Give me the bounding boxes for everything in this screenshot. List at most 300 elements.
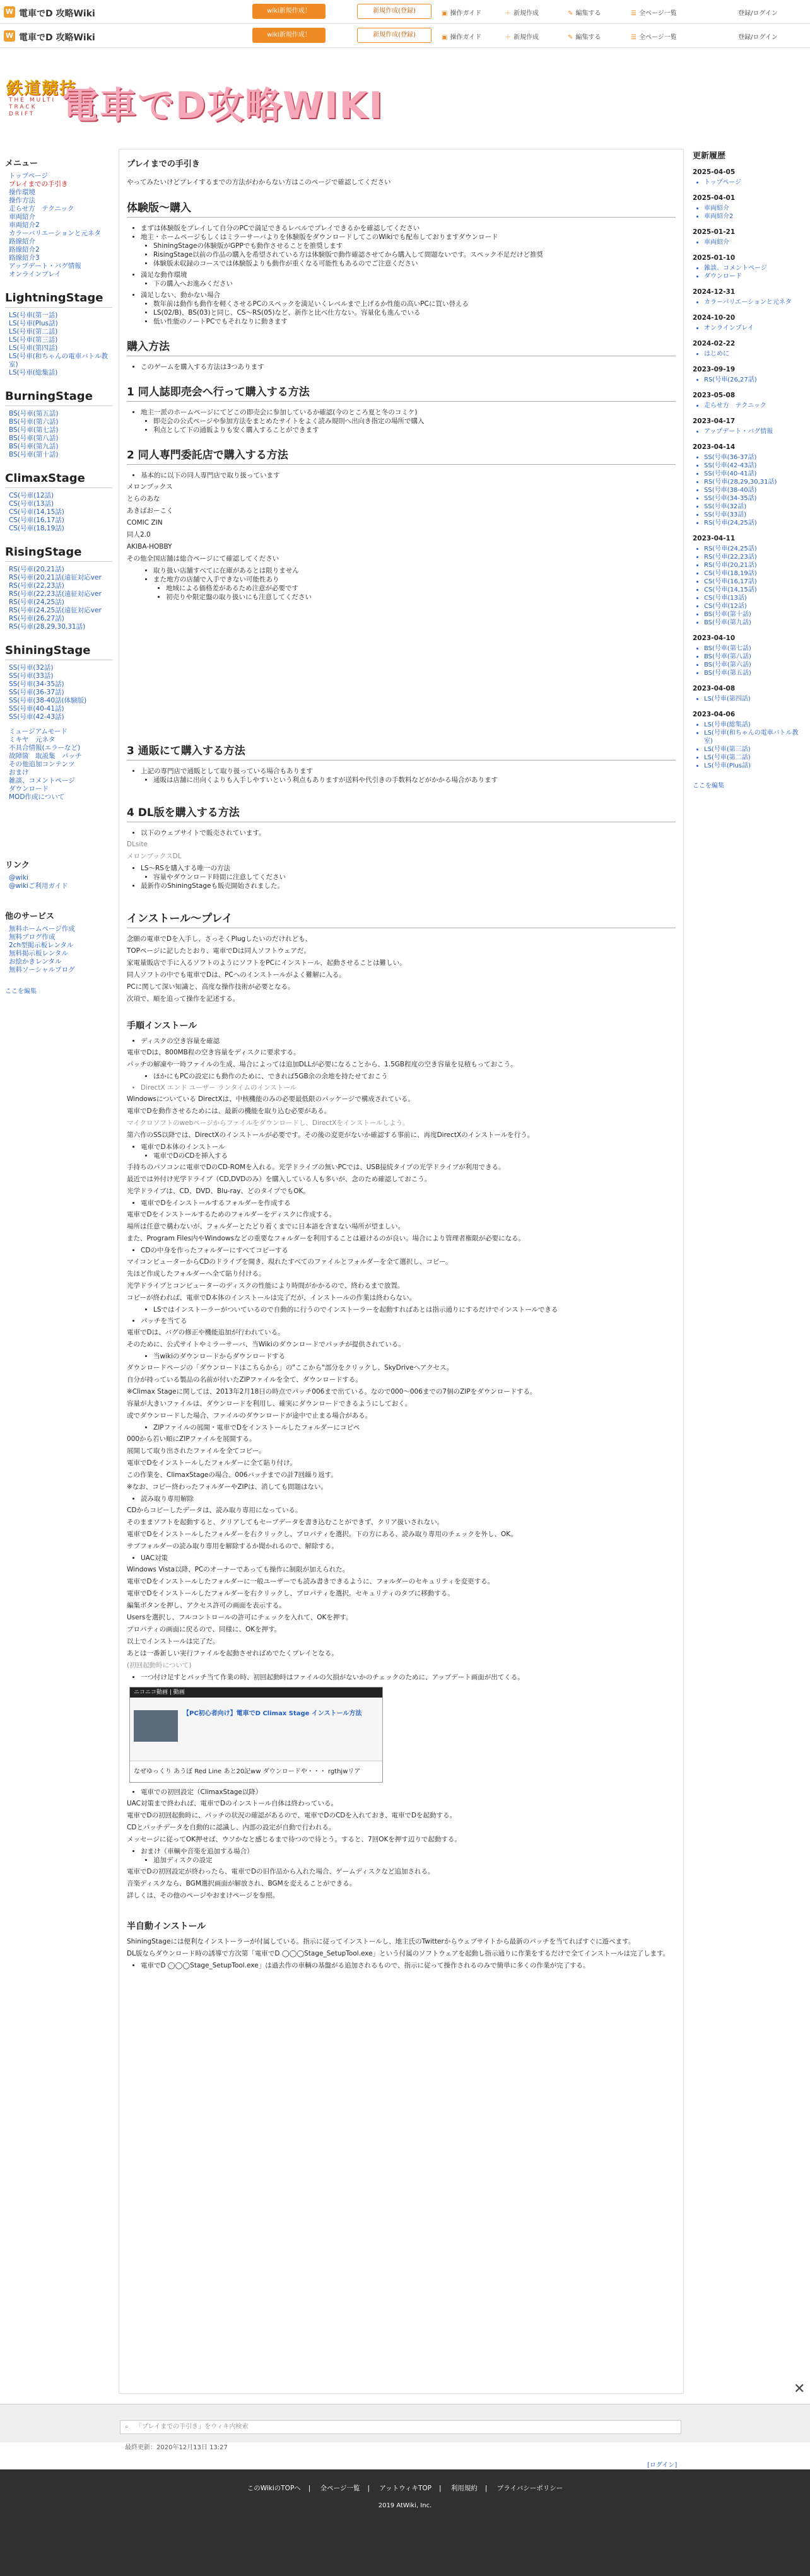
menu-item[interactable]: 路線紹介2	[9, 246, 40, 254]
paragraph: あとは一番新しい実行ファイルを起動させればめでたくプレイとなる。	[127, 1650, 338, 1657]
menu-title: メニュー	[5, 159, 38, 168]
paragraph: DL版ならダウンロード時の誘導で方次第「電車でD ◯◯◯Stage_SetupTool.exe」という付属のソフトウェアを起動し指示通りに作業をするだけで全てインストールは完了します。	[127, 1950, 670, 1957]
section-item[interactable]: RS(号車(22,23話)	[9, 582, 64, 590]
create-wiki-button[interactable]: wiki新規作成！	[252, 28, 326, 43]
paragraph: 電車でDは、バグの修正や機能追加が行われている。	[127, 1329, 285, 1336]
guide-icon: ▣	[442, 34, 448, 41]
section-item[interactable]: BS(号車(第八話)	[9, 434, 59, 442]
section-item[interactable]: CS(号車(18,19話)	[9, 525, 64, 532]
section-item[interactable]: SS(号車(34-35話)	[9, 680, 64, 688]
main-content	[119, 149, 684, 2394]
update-link[interactable]: • CS(号車(14,15話)	[704, 586, 805, 594]
paragraph: メッセージに従ってOK押せば、ウソかなと感じるまで待つので待とう。すると、7回OKを押す辺りで起動する。	[127, 1836, 461, 1843]
shop-more: その他全国店舗は総合ページにて確認してください	[127, 555, 279, 562]
list-item: • 基本的に以下の同人専門店で取り扱っています	[141, 471, 676, 480]
topbar-edit[interactable]: ✎ 編集する	[568, 10, 601, 17]
update-link[interactable]: • RS(号車(24,25話)	[704, 519, 805, 527]
paragraph: 電車でDをインストールしたフォルダーに一般ユーザーでも読み書きできるように、フォルダーのセキュリティを変更する。	[127, 1578, 495, 1585]
section-title: ClimaxStage	[5, 472, 112, 488]
update-group	[693, 535, 805, 627]
misc-item[interactable]: ミュージアムモード	[9, 728, 68, 735]
heading: 体験版～購入	[127, 199, 676, 218]
list-item: • ディスクの空き容量を確認	[141, 1037, 676, 1046]
list-item: • おまけ（車輌や音楽を追加する場合）	[141, 1847, 676, 1856]
menu-item[interactable]: 走らせ方 テクニック	[9, 205, 74, 213]
update-link[interactable]: • LS(号車(和ちゃんの電車バトル教室)	[704, 729, 805, 745]
update-link[interactable]: • オンラインプレイ	[704, 324, 805, 332]
paragraph: パッチの解凍や一時ファイルの生成、場合によっては追加DLLが必要になることから、1.5GB程度の空き容量を見積もっておこう。	[127, 1061, 517, 1068]
list-item: • このゲームを購入する方法は3つあります	[141, 363, 676, 371]
update-link[interactable]: • BS(号車(第五話)	[704, 669, 805, 677]
paragraph: 光学ドライブは、CD、DVD、Blu-ray、どのタイプでもOK。	[127, 1187, 310, 1195]
heading: 3 通販にて購入する方法	[127, 742, 676, 761]
topbar-guide[interactable]: ▣ 操作ガイド	[442, 10, 482, 17]
update-date: 2023-04-17	[693, 417, 736, 425]
list-item: • 地主一派のホームページにてどこの即売会に参加しているか確認(今のところ夏と冬のコミケ)	[141, 408, 676, 417]
update-date: 2024-10-20	[693, 314, 736, 322]
update-group	[693, 254, 805, 281]
update-group	[693, 168, 805, 187]
section-item[interactable]: SS(号車(33話)	[9, 672, 54, 680]
topbar-login[interactable]: 登録/ログイン	[738, 10, 778, 17]
update-date: 2025-04-05	[693, 168, 736, 176]
update-link[interactable]: • SS(号車(36-37話)	[704, 453, 805, 462]
list-item: • 容量やダウンロード時間に注意してください	[153, 873, 676, 882]
section-item[interactable]: LS(号車(総集話)	[9, 369, 58, 376]
heading: インストール～プレイ	[127, 909, 676, 928]
list-item: • 満足な動作環境	[141, 271, 676, 279]
services-list	[5, 925, 112, 974]
update-date: 2023-09-19	[693, 366, 736, 373]
list-item: • LS～RSを購入する唯一の方法	[141, 864, 676, 873]
update-date: 2023-05-08	[693, 392, 736, 399]
update-link[interactable]: • LS(号車(第二話)	[704, 754, 805, 762]
video-comment-bar: なぜゆっくり あうぼ Red Line あと20記ww ダウンロードや・・・ rgthjwリア	[130, 1761, 382, 1782]
section-title: BurningStage	[5, 390, 112, 406]
list-item: • パッチを当てる	[141, 1317, 676, 1326]
list-item: • ShiningStageの体験版がGPPでも動作させることを推奨します	[153, 242, 676, 250]
update-date: 2024-02-22	[693, 340, 736, 347]
section-item[interactable]: RS(号車(24,25話)	[9, 598, 64, 606]
update-group	[693, 228, 805, 247]
section-list	[5, 492, 112, 533]
update-date: 2023-04-10	[693, 634, 736, 642]
update-link[interactable]: • BS(号車(第七話)	[704, 644, 805, 653]
page-title: プレイまでの手引き	[127, 160, 200, 169]
section-list	[5, 664, 112, 721]
update-group	[693, 366, 805, 384]
update-link[interactable]: • トップページ	[704, 178, 805, 187]
update-date: 2023-04-06	[693, 711, 736, 718]
menu-item[interactable]: 路線紹介3	[9, 254, 40, 262]
paragraph: マイクロソフトのwebページからファイルをダウンロードし、DirectXをインストールしよう。	[127, 1119, 409, 1127]
topbar-edit[interactable]: ✎ 編集する	[568, 34, 601, 41]
external-link[interactable]: @wikiご利用ガイド	[9, 882, 68, 890]
footer-link[interactable]: 全ページ一覧	[320, 2485, 360, 2492]
list-item: • 以下のウェブサイトで販売されています。	[141, 829, 676, 837]
section-item[interactable]: SS(号車(40-41話)	[9, 705, 64, 713]
dl-site-link[interactable]: メロンブックスDL	[127, 853, 182, 860]
section-item[interactable]: RS(号車(24,25話(遠征対応ver	[9, 607, 102, 614]
update-link[interactable]: • SS(号車(34-35話)	[704, 494, 805, 503]
section-item[interactable]: RS(号車(28,29,30,31話)	[9, 623, 86, 631]
register-button[interactable]: 新規作成(登録)	[357, 28, 431, 43]
heading: 購入方法	[127, 337, 676, 356]
update-date: 2023-04-14	[693, 443, 736, 451]
section-item[interactable]: CS(号車(13話)	[9, 500, 54, 508]
paragraph: 場所は任意で構わないが、フォルダーとたどり着くまでに日本語を含まない場所が望ましい。	[127, 1223, 405, 1230]
section-item[interactable]: LS(号車(第二話)	[9, 328, 58, 335]
paragraph: Windowsについている DirectXは、中核機能のみの必要最低限のパッケージで構成されている。	[127, 1095, 414, 1103]
update-link[interactable]: • RS(号車(28,29,30,31話)	[704, 478, 805, 486]
register-button[interactable]: 新規作成(登録)	[357, 4, 431, 19]
list-item: • 下の購入へお進みください	[153, 279, 676, 288]
service-link[interactable]: 無料掲示板レンタル	[9, 950, 68, 957]
paragraph: プロパティの画面に戻るので、同様に、OKを押す。	[127, 1626, 281, 1633]
links-list	[5, 874, 112, 890]
paragraph: 電車でDをインストールするためのフォルダーをディスクに作成する。	[127, 1211, 336, 1218]
video-thumbnail[interactable]	[134, 1710, 178, 1742]
site-logo[interactable]: W	[4, 30, 15, 42]
misc-item[interactable]: ダウンロード	[9, 785, 49, 793]
site-title[interactable]: 電車でD 攻略Wiki	[19, 9, 95, 19]
menu-item[interactable]: トップページ	[9, 172, 49, 180]
video-title[interactable]: 【PC初心者向け】電車でD Climax Stage インストール方法	[183, 1710, 362, 1717]
paragraph: 編集ボタンを押し、アクセス許可の画面を表示する。	[127, 1602, 286, 1609]
site-logo[interactable]: W	[4, 6, 15, 18]
menu-item[interactable]: 操作方法	[9, 197, 35, 204]
section-item[interactable]: BS(号車(第十話)	[9, 451, 59, 458]
misc-item[interactable]: 雑談、コメントページ	[9, 777, 75, 784]
paragraph: 或でダウンロードした場合、ファイルのダウンロードが途中で止まる場合がある。	[127, 1412, 372, 1419]
video-caption: (初回起動時について)	[127, 1662, 192, 1669]
topbar-login[interactable]: 登録/ログイン	[738, 34, 778, 41]
close-icon[interactable]: ✕	[794, 2381, 806, 2397]
update-group	[693, 417, 805, 436]
subheading: 半自動インストール	[127, 1921, 206, 1932]
update-link[interactable]: • LS(号車(総集話)	[704, 721, 805, 729]
update-link[interactable]: • LS(号車(Plus話)	[704, 762, 805, 770]
update-link[interactable]: • 車両紹介	[704, 238, 805, 247]
right-sidebar	[693, 149, 805, 790]
section-item[interactable]: RS(号車(20,21話)	[9, 566, 64, 573]
create-wiki-button[interactable]: wiki新規作成！	[252, 4, 326, 19]
topbar-new[interactable]: ＋ 新規作成	[505, 10, 539, 17]
menu-item-current[interactable]: プレイまでの手引き	[9, 180, 68, 188]
section-item[interactable]: RS(号車(20,21話(遠征対応ver	[9, 574, 102, 581]
heading: 1 同人誌即売会へ行って購入する方法	[127, 383, 676, 402]
paragraph: 同人ソフトの中でも電車でDは、PCへのインストールがよく難解に入る。	[127, 971, 346, 979]
paragraph: コピーが終われば、電車でD本体のインストールは完了だが、インストールの作業は終わらない。	[127, 1294, 416, 1302]
paragraph: PCに関して深い知識と、高度な操作技術が必要となる。	[127, 983, 295, 991]
section-list	[5, 312, 112, 377]
edit-link[interactable]: ここを編集	[5, 988, 37, 995]
service-link[interactable]: 無料ソーシャルプログ	[9, 966, 75, 974]
paragraph: TOPページに記したとおり、電車でDは同人ソフトウェアだ。	[127, 947, 310, 955]
paragraph: 家電量販店で手に入るソフトのようにソフトをPCにインストール、起動させることは難しい。	[127, 959, 406, 967]
pencil-icon: ✎	[568, 34, 573, 41]
update-date: 2023-04-11	[693, 535, 736, 542]
section-item[interactable]: BS(号車(第七話)	[9, 426, 59, 434]
section-item[interactable]: SS(号車(42-43話)	[9, 713, 64, 721]
paragraph: ※なお、コピー終わったフォルダーやZIPは、消しても問題はない。	[127, 1483, 327, 1491]
paragraph: ダウンロードページの「ダウンロードはこちらから」の"ここから"部分をクリックし、SkyDriveへアクセス。	[127, 1364, 454, 1372]
left-sidebar	[5, 149, 112, 995]
list-item: • ZIPファイルの展開・電車でDをインストールしたフォルダーにコピペ	[153, 1423, 676, 1432]
paragraph: 以上でインストールは完了だ。	[127, 1638, 220, 1645]
section-item[interactable]: CS(号車(12話)	[9, 492, 54, 499]
update-link[interactable]: • アップデート・バグ情報	[704, 428, 805, 436]
update-link[interactable]: • SS(号車(33話)	[704, 511, 805, 519]
update-link[interactable]: • RS(号車(22,23話)	[704, 553, 805, 561]
section-item[interactable]: CS(号車(16,17話)	[9, 516, 64, 524]
update-link[interactable]: • CS(号車(18,19話)	[704, 569, 805, 578]
update-group	[693, 392, 805, 410]
login-link[interactable]: [ログイン]	[647, 2462, 678, 2469]
paragraph: また、Program Files内やWindowsなどの重要なフォルダーを利用することは避けるのが良い。場合により管理者権限が必要になる。	[127, 1235, 525, 1242]
topbar-guide[interactable]: ▣ 操作ガイド	[442, 34, 482, 41]
paragraph: 最近では外付け光学ドライブ（CD,DVDのみ）を購入している人も多いが、念のため確認しておこう。	[127, 1175, 431, 1183]
update-group	[693, 443, 805, 527]
list-item: • DirectX エンド ユーザー ランタイムのインストール	[141, 1083, 676, 1092]
paragraph: 電車でDの初回起動時に、パッチの状況の確認があるので、電車でDのCDを入れておき、電車でDを起動する。	[127, 1812, 457, 1819]
update-group	[693, 711, 805, 770]
shop-name[interactable]: AKIBA-HOBBY	[127, 543, 172, 551]
list-item: • 初売りや限定盤の取り扱いにも注意してください	[166, 593, 676, 602]
list-item: • 読み取り専用解除	[141, 1495, 676, 1503]
heading: 4 DL版を購入する方法	[127, 803, 676, 822]
update-link[interactable]: • BS(号車(第九話)	[704, 619, 805, 627]
plus-icon: ＋	[505, 34, 511, 41]
site-banner[interactable]	[0, 49, 810, 144]
heading: 2 同人専門委託店で購入する方法	[127, 446, 676, 465]
list-item: • 体験版未収録のコースでは体験版よりも動作が重くなる可能性もあるのでご注意ください	[153, 259, 676, 268]
update-link[interactable]: • SS(号車(32話)	[704, 503, 805, 511]
section-item[interactable]: BS(号車(第六話)	[9, 418, 59, 426]
update-link[interactable]: • ダウンロード	[704, 272, 805, 281]
section-item[interactable]: BS(号車(第五話)	[9, 410, 59, 417]
shop-name[interactable]: あきばおーこく	[127, 507, 173, 515]
misc-item[interactable]: 不具合情報(エラーなど)	[9, 744, 81, 752]
footer	[0, 2469, 810, 2576]
list-item: • 一つ付け足すとパッチ当て作業の時、初回起動時はファイルの欠損がないかのチェックのために、アップデート画面が出てくる。	[141, 1673, 676, 1682]
menu-item[interactable]: 路線紹介	[9, 238, 35, 245]
topbar-allpages[interactable]: ☰ 全ページ一覧	[631, 34, 677, 41]
paragraph: 第六作のSS以降では、DirectXのインストールが必要です。その後の変更がないか確認する事前に、再度DirectXのインストールを行う。	[127, 1131, 534, 1139]
menu-item[interactable]: 車両紹介	[9, 213, 35, 221]
update-link[interactable]: • CS(号車(12話)	[704, 602, 805, 610]
topbar-new[interactable]: ＋ 新規作成	[505, 34, 539, 41]
update-group	[693, 634, 805, 677]
paragraph: 電車でDは、800MB程の空き容量をディスクに要求する。	[127, 1049, 300, 1056]
intro-text: やってみたいけどプレイするまでの方法がわからない方はこのページで確認してください	[127, 178, 391, 186]
list-item: • 電車でD ◯◯◯Stage_SetupTool.exe」は過去作の車輌の基盤がる追加されるもので、指示に従って操作されるのみで簡単に多くの作業が完了する。	[141, 1961, 676, 1970]
paragraph: 音楽ディスクなら、BGM選択画面が解放され、BGMを変えることができる。	[127, 1880, 356, 1887]
update-link[interactable]: • RS(号車(20,21話)	[704, 561, 805, 569]
global-topbar	[0, 0, 810, 24]
paragraph: UAC対策まで終われば、電車でDのインストール自体は終わっている。	[127, 1800, 338, 1807]
update-group	[693, 194, 805, 221]
list-item: • 地域による価格差があるため注意が必要です	[166, 584, 676, 593]
paragraph: 先ほど作成したフォルダーへ全て貼り付ける。	[127, 1270, 266, 1278]
list-item: • 満足しない、動かない場合	[141, 291, 676, 300]
paragraph: サブフォルダーの読み取り専用を解除するか聞かれるので、解除する。	[127, 1542, 338, 1550]
shop-name[interactable]: メロンブックス	[127, 483, 173, 491]
section-item[interactable]: BS(号車(第九話)	[9, 443, 59, 450]
recent-updates-title: 更新履歴	[693, 151, 726, 161]
paragraph: 電車でDをインストールしたフォルダーを右クリックし、プロパティを選択。下の方にある、読み取り専用のチェックを外し、OK。	[127, 1530, 517, 1538]
shop-name[interactable]: とらのあな	[127, 495, 160, 503]
paragraph: 詳しくは、その他のページやおまけページを参照。	[127, 1892, 279, 1899]
update-link[interactable]: • BS(号車(第八話)	[704, 653, 805, 661]
paragraph: 000から若い順にZIPファイルを展開する。	[127, 1435, 256, 1443]
embedded-video[interactable]	[129, 1687, 383, 1783]
shop-name[interactable]: 同人2.0	[127, 531, 151, 539]
update-link[interactable]: • カラーバリエーションと元ネタ	[704, 298, 805, 306]
services-title: 他のサービス	[5, 912, 55, 921]
section-item[interactable]: LS(号車(Plus話)	[9, 320, 58, 327]
search-icon: ⌕	[125, 2423, 129, 2430]
misc-item[interactable]: ミキヤ 元ネタ	[9, 736, 56, 743]
list-item: • 利点として下の通販よりも安く購入することができます	[153, 426, 676, 434]
topbar-allpages[interactable]: ☰ 全ページ一覧	[631, 10, 677, 17]
update-group	[693, 314, 805, 332]
update-link[interactable]: • 走らせ方 テクニック	[704, 402, 805, 410]
list-item: • 当wikiのダウンロードからダウンロードする	[153, 1352, 676, 1361]
update-link[interactable]: • LS(号車(第四話)	[704, 695, 805, 703]
paragraph: そのままソフトを起動すると、クリアしてもセーブデータを書き込むことができず、クリア扱いされない。	[127, 1518, 444, 1526]
paragraph: 手持ちのパソコンに電車でDのCD-ROMを入れる。光学ドライブの無いPCでは、USB接続タイプの光学ドライブが利用できる。	[127, 1163, 505, 1171]
footer-link[interactable]: このWikiのTOPへ	[247, 2485, 301, 2492]
external-link[interactable]: @wiki	[9, 874, 29, 882]
update-link[interactable]: • CS(号車(13話)	[704, 594, 805, 602]
list-item: • 追加ディスクの設定	[153, 1856, 676, 1865]
site-title[interactable]: 電車でD 攻略Wiki	[19, 33, 95, 43]
list-item: • 電車でDをインストールするフォルダーを作成する	[141, 1199, 676, 1208]
list-item: • 低い性能のノートPCでもそれなりに動きます	[153, 317, 676, 326]
update-date: 2025-01-21	[693, 228, 736, 236]
update-group	[693, 288, 805, 306]
paragraph: Windows Vista以降、PCのオーナーであっても操作に制限が加えられた。	[127, 1566, 349, 1573]
update-date: 2024-12-31	[693, 288, 736, 296]
update-link[interactable]: • 車両紹介	[704, 204, 805, 213]
menu-item[interactable]: オンラインプレイ	[9, 271, 61, 278]
paragraph: 展開して取り出されたファイルを全てコピー。	[127, 1447, 266, 1455]
edit-link[interactable]: ここを編集	[693, 783, 724, 790]
paragraph: ShiningStageには便利なインストーラーが付属している。指示に従ってインストールし、地主氏のTwitterからウェブサイトから最新のパッチを当てればすぐに遊べます。	[127, 1938, 635, 1945]
dl-site-link[interactable]: DLsite	[127, 841, 148, 848]
update-link[interactable]: • 雑談、コメントページ	[704, 264, 805, 272]
list-item: • 取り扱い店舗すべてに在庫があるとは限りません	[153, 566, 676, 575]
section-item[interactable]: CS(号車(14,15話)	[9, 508, 64, 516]
update-group	[693, 340, 805, 358]
list-item: • 通販は店舗に出向くよりも入手しやすいという利点もありますが送料や代引きの手数料などがかかる場合があります	[153, 776, 676, 784]
footer-link[interactable]: アットウィキTOP	[379, 2485, 432, 2492]
update-link[interactable]: • はじめに	[704, 350, 805, 358]
update-link[interactable]: • RS(号車(24,25話)	[704, 545, 805, 553]
section-item[interactable]: RS(号車(26,27話)	[9, 615, 64, 622]
section-item[interactable]: RS(号車(22,23話(遠征対応ver	[9, 590, 102, 598]
update-link[interactable]: • SS(号車(42-43話)	[704, 462, 805, 470]
section-item[interactable]: LS(号車(第四話)	[9, 344, 58, 352]
section-title: LightningStage	[5, 291, 112, 308]
banner-subtitle: THE MULTI TRACK DRIFT	[9, 97, 56, 117]
menu-item[interactable]: アップデート・バグ情報	[9, 262, 81, 270]
update-group	[693, 685, 805, 703]
list-item: • 即売会の公式ページや参加方法をまとめたサイトをよく読み規則へ出向き指定の場所で購入	[153, 417, 676, 426]
service-link[interactable]: 2ch型掲示板レンタル	[9, 941, 74, 949]
service-link[interactable]: 無料ブログ作成	[9, 933, 56, 941]
section-item[interactable]: LS(号車(第三話)	[9, 336, 58, 344]
section-item[interactable]: SS(号車(32話)	[9, 664, 54, 672]
update-date: 2023-04-08	[693, 685, 736, 692]
paragraph: 念願の電車でDを入手し、さっそくPlugしたいのだけれども、	[127, 935, 312, 943]
paragraph: 光学ドライブとコンピューターのディスクの性能により時間がかかるので、終わるまで放置。	[127, 1282, 404, 1290]
list-item: • また地方の店舗で入手できない可能性あり	[153, 575, 676, 584]
update-link[interactable]: • BS(号車(第六話)	[704, 661, 805, 669]
menu-item[interactable]: 車両紹介2	[9, 221, 40, 229]
list-item: • 上記の専門店で通販として取り扱っている場合もあります	[141, 767, 676, 776]
plus-icon: ＋	[505, 10, 511, 17]
section-item[interactable]: SS(号車(38-40話(体験版)	[9, 697, 87, 704]
misc-item[interactable]: おまけ	[9, 769, 29, 776]
list-icon: ☰	[631, 34, 637, 41]
sticky-topbar	[0, 24, 810, 48]
footer-links: このWikiのTOPへ | 全ページ一覧 | アットウィキTOP | 利用規約 | プライバシーポリシー	[247, 2485, 563, 2492]
paragraph: 電車でDをインストールしたフォルダーに全て貼り付け。	[127, 1459, 296, 1467]
update-link[interactable]: • BS(号車(第十話)	[704, 610, 805, 619]
update-link[interactable]: • 車両紹介2	[704, 213, 805, 221]
paragraph: 電車でDの初回設定が終わったら、電車でDの旧作品から入れた場合、ゲームディスクなど追加される。	[127, 1868, 435, 1875]
menu-item[interactable]: 操作環境	[9, 189, 35, 196]
list-item: • LS(02/B)、BS(03)と同じ、CS～RS(05)など、新作と比べ仕方ない。容量化も進んでいる	[153, 308, 676, 317]
paragraph: CDとパッチデータを自動的に認識し、内部の設定が自動で行われる。	[127, 1824, 336, 1831]
paragraph: この作業を、ClimaxStageの場合、006バッチまでの計7回繰り返す。	[127, 1471, 338, 1479]
links-title: リンク	[5, 861, 30, 870]
update-link[interactable]: • SS(号車(38-40話)	[704, 486, 805, 494]
update-link[interactable]: • LS(号車(第三話)	[704, 745, 805, 754]
paragraph: 容量が大きいファイルは、ダウンロードを利用し、確実にダウンロードできるようにしておく。	[127, 1400, 412, 1407]
service-link[interactable]: お絵かきレンタル	[9, 958, 62, 965]
paragraph: マイコンピューターからCDのドライブを開き、現れたすべてのファイルとフォルダーを全て選択し、コピー。	[127, 1258, 452, 1266]
update-link[interactable]: • CS(号車(16,17話)	[704, 578, 805, 586]
section-list	[5, 566, 112, 631]
footer-link[interactable]: プライバシーポリシー	[496, 2485, 563, 2492]
banner-kicker: 鉄道競技	[6, 79, 78, 98]
menu-item[interactable]: カラーバリエーションと元ネタ	[9, 230, 101, 237]
update-link[interactable]: • RS(号車(26,27話)	[704, 376, 805, 384]
banner-title: 電車でD攻略WIKI	[62, 84, 384, 127]
video-header: ニコニコ動画 | 動画	[130, 1687, 382, 1698]
paragraph: ※Climax Stageに関しては、2013年2月18日の時点でパッチ006まで出ている。なので000～006までの7個のZIPをダウンロードする。	[127, 1388, 537, 1396]
section-item[interactable]: SS(号車(36-37話)	[9, 689, 64, 696]
section-item[interactable]: LS(号車(第一話)	[9, 312, 58, 319]
misc-item[interactable]: 故障箇 取説集 パッチ	[9, 752, 82, 760]
misc-item[interactable]: その他追加コンテンツ	[9, 761, 75, 768]
list-item: • 電車でDのCDを挿入する	[153, 1151, 676, 1160]
section-item[interactable]: LS(号車(和ちゃんの電車バトル教室)	[9, 353, 108, 368]
menu-list	[5, 172, 112, 279]
shop-name[interactable]: COMIC ZIN	[127, 519, 163, 527]
service-link[interactable]: 無料ホームページ作成	[9, 925, 75, 933]
misc-item[interactable]: MOD作成について	[9, 793, 65, 801]
list-icon: ☰	[631, 10, 637, 17]
paragraph: Usersを選択し、フルコントロールの許可にチェックを入れて、OKを押す。	[127, 1614, 353, 1621]
wiki-search-input[interactable]: ⌕ 「プレイまでの手引き」をウィキ内検索	[120, 2420, 681, 2434]
section-title: RisingStage	[5, 545, 112, 562]
footer-link[interactable]: 利用規約	[450, 2485, 478, 2492]
update-link[interactable]: • SS(号車(40-41話)	[704, 470, 805, 478]
